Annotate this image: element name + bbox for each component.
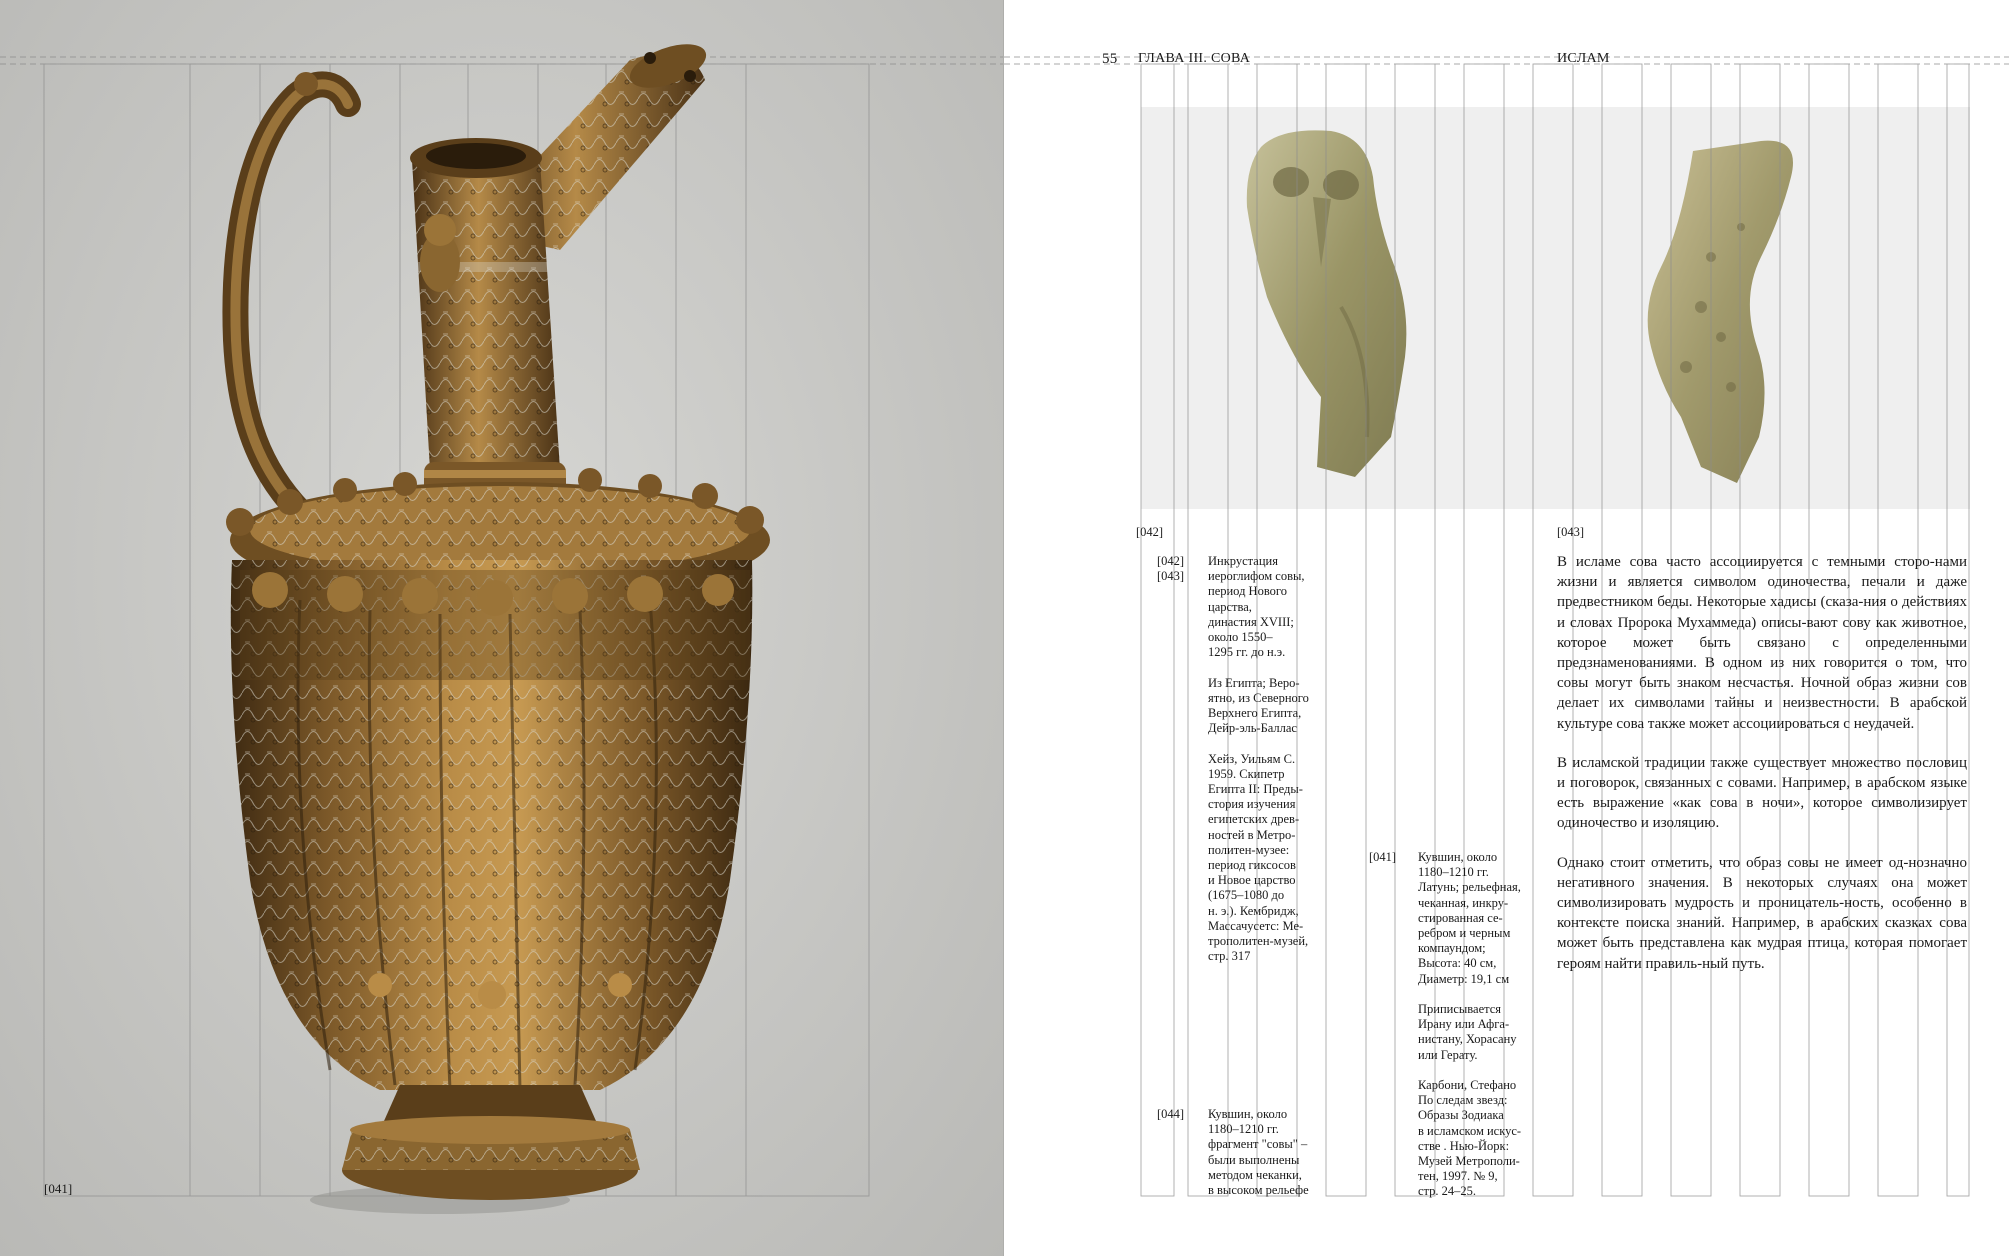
right-page (1004, 0, 2009, 1256)
photo-reference-041: [041] (44, 1181, 73, 1196)
caption-ref: [043] (1157, 569, 1185, 583)
caption-ref: [044] (1157, 1107, 1185, 1121)
caption-ref: [042] (1157, 554, 1185, 568)
section-title: ИСЛАМ (1557, 51, 1610, 66)
caption-ref: [041] (1369, 850, 1397, 864)
body-paragraph: В исламе сова часто ассоциируется с темными сторо-нами жизни и является символом одиночества, печали и даже предвестником беды. Некоторые хадисы (сказа-ния о действиях и словах Пророка Мухаммеда) описы-вают сову как животное, которое может быть связано с определенными предзнаменованиями. В одном из них говорится о том, что совы могут быть знаком несчастья. Ночной образ жизни сов делает их символами тайны и неизвестности. В арабской культуре сова также может ассоциироваться с неудачей. (1557, 554, 1967, 732)
article-body (1557, 552, 1967, 993)
caption-041: Кувшин, около 1180–1210 гг. Латунь; рельефная, чеканная, инкру- стированная се- ребром и черным компаундом; Высота: 40 см, Диаметр: 19,1 см Приписывается Ирану или Афга- нистану, Хорасану или Герату. Карбони, Стефано По следам звезд: Образы Зодиака в исламском искус- стве . Нью-Йорк: Музей Метрополи- тен, 1997. № 9, стр. 24–25. (1418, 850, 1522, 1199)
photo-reference-042: [042] (1136, 525, 1164, 539)
page-number: 55 (1102, 51, 1118, 67)
chapter-title: ГЛАВА III. СОВА (1138, 51, 1251, 66)
caption-042-043: Инкрустация иероглифом совы, период Нового царства, династия XVIII; около 1550– 1295 гг. до н.э. Из Египта; Веро- ятно, из Северного Верхнего Египта, Дейр-эль-Баллас Хейз, Уильям С. 1959. Скипетр Египта II: Преды- стория изучения египетских древ- ностей в Метро- политен-музее: период гиксосов и Новое царство (1675–1080 до н. э.). Кембридж, Массачусетс: Ме- трополитен-музей, стр. 317 (1208, 554, 1309, 964)
body-paragraph: В исламской традиции также существует множество пословиц и поговорок, связанных с совами. Например, в арабском языке есть выражение «как сова в ночи», которое символизирует одиночество и изоляцию. (1557, 754, 1967, 832)
photo-reference-043: [043] (1557, 525, 1585, 539)
caption-044: Кувшин, около 1180–1210 гг. фрагмент "совы" – были выполнены методом чеканки, в высоком рельефе (1208, 1107, 1309, 1198)
left-page (0, 0, 1004, 1256)
bronze-ewer-photo-icon (0, 0, 1004, 1256)
body-paragraph: Однако стоит отметить, что образ совы не имеет од-нозначно негативного значения. В некоторых случаях она может символизировать мудрость и проницатель-ность, особенно в контексте поиска знаний. Например, в арабских сказках сова может быть представлена как мудрая птица, которая помогает героям найти правиль-ный путь. (1557, 854, 1967, 972)
